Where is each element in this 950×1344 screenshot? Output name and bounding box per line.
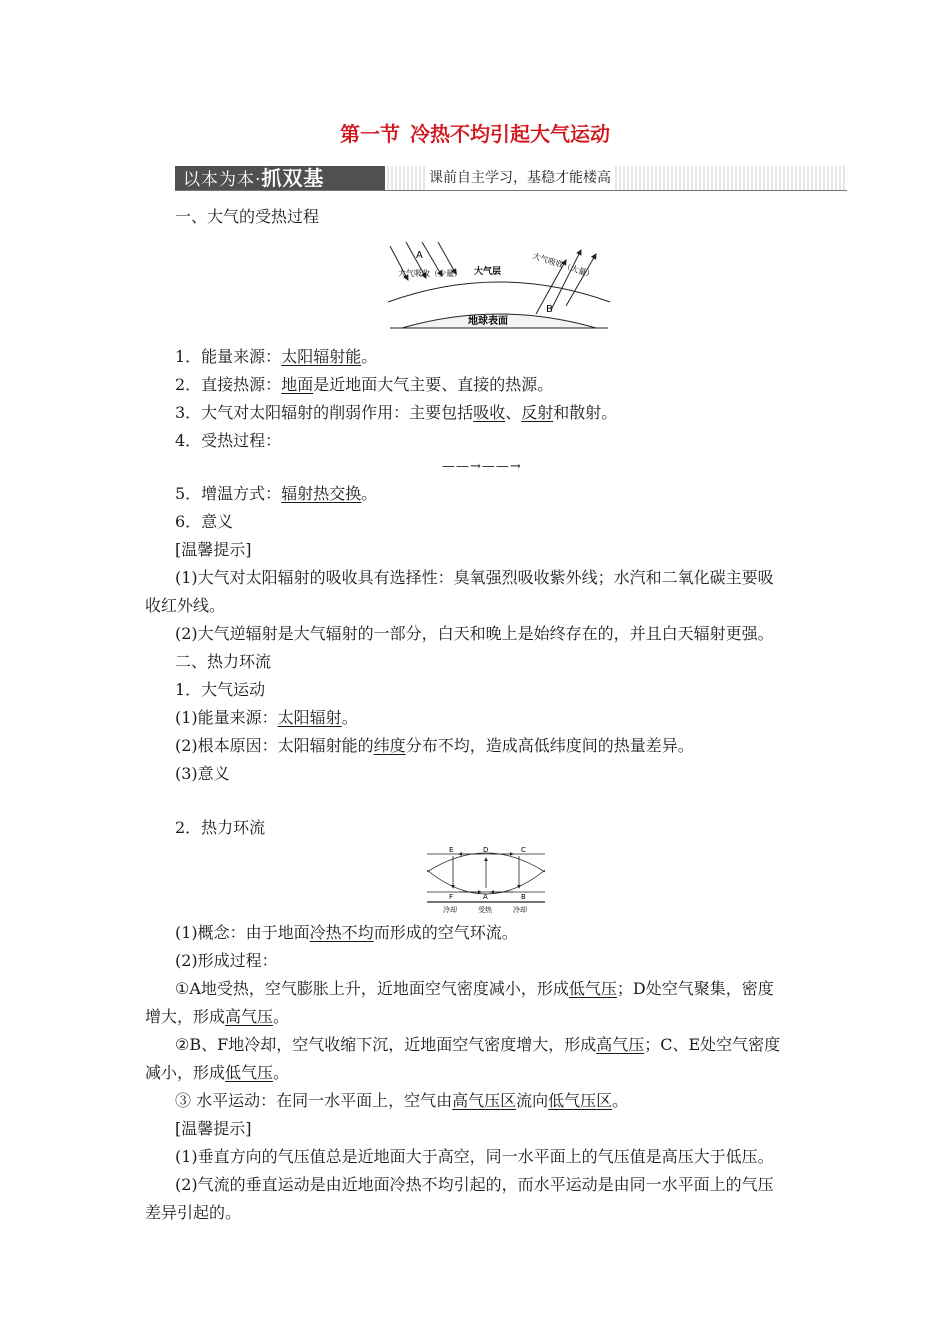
process-step-1-cont: 增大，形成高气压。 xyxy=(145,1007,290,1026)
s1-item-2: (2)根本原因：太阳辐射能的纬度分布不均，造成高低纬度间的热量差异。 xyxy=(175,736,694,755)
answer-blank: 地面 xyxy=(281,375,314,394)
subheading: 2．热力环流 xyxy=(175,818,266,837)
thermal-circulation-diagram xyxy=(423,842,549,916)
answer-blank: 纬度 xyxy=(373,736,406,755)
answer-blank: 吸收 xyxy=(473,403,506,422)
atmosphere-label: 大气层 xyxy=(474,267,502,277)
banner-bold-text: 抓双基 xyxy=(261,166,325,190)
label-e: E xyxy=(449,846,454,854)
title-section-number: 第一节 xyxy=(340,122,400,146)
label-b: B xyxy=(546,304,553,315)
answer-blank: 冷热不均 xyxy=(309,923,374,942)
tip-text: 收红外线。 xyxy=(145,596,226,615)
tip-text: (2)大气逆辐射是大气辐射的一部分，白天和晚上是始终存在的，并且白天辐射更强。 xyxy=(175,624,774,643)
cooling-label: 冷却 xyxy=(513,906,527,914)
item-3: 3．大气对太阳辐射的削弱作用：主要包括吸收、反射和散射。 xyxy=(175,403,618,422)
item-2: 2．直接热源：地面是近地面大气主要、直接的热源。 xyxy=(175,375,554,394)
cooling-label: 冷却 xyxy=(443,906,457,914)
answer-blank: 低气压 xyxy=(225,1063,274,1082)
process-step-1: ①A地受热，空气膨胀上升，近地面空气密度减小，形成低气压；D处空气聚集，密度 xyxy=(175,979,774,998)
title-text: 冷热不均引起大气运动 xyxy=(410,122,610,146)
surface-label: 地球表面 xyxy=(468,316,508,327)
heating-label: 受热 xyxy=(478,906,492,914)
banner-left-text: 以本为本· xyxy=(183,170,262,190)
answer-blank: 高气压区 xyxy=(452,1091,517,1110)
process-step-2-cont: 减小，形成低气压。 xyxy=(145,1063,290,1082)
answer-blank: 辐射热交换 xyxy=(281,484,362,503)
process-step-2: ②B、F地冷却，空气收缩下沉，近地面空气密度增大，形成高气压；C、E处空气密度 xyxy=(175,1035,781,1054)
subheading: 1．大气运动 xyxy=(175,680,266,699)
tip-heading: [温馨提示] xyxy=(175,540,252,559)
item-5: 5．增温方式：辐射热交换。 xyxy=(175,484,378,503)
label-f: F xyxy=(449,893,454,901)
answer-blank: 太阳辐射 xyxy=(277,708,342,727)
outgoing-ray xyxy=(566,254,596,306)
concept-line: (1)概念：由于地面冷热不均而形成的空气环流。 xyxy=(175,923,518,942)
page-title xyxy=(0,118,950,147)
answer-blank: 太阳辐射能 xyxy=(281,347,362,366)
tip-text: (1)垂直方向的气压值总是近地面大于高空，同一水平面上的气压值是高压大于低压。 xyxy=(175,1147,774,1166)
section-heading-2: 二、热力环流 xyxy=(175,652,272,671)
section-heading-1: 一、大气的受热过程 xyxy=(175,207,320,226)
s1-item-3: (3)意义 xyxy=(175,764,230,783)
label-a: A xyxy=(483,893,488,901)
atmosphere-arc xyxy=(388,282,610,302)
banner-label xyxy=(175,166,385,190)
absorb-large-label: 大气吸收（大量） xyxy=(531,251,596,280)
tip-heading: [温馨提示] xyxy=(175,1119,252,1138)
absorb-small-label: 大气吸收（少量） xyxy=(398,269,462,278)
heating-process-diagram xyxy=(386,240,612,332)
answer-blank: 高气压 xyxy=(596,1035,645,1054)
answer-blank: 低气压 xyxy=(568,979,617,998)
label-c: C xyxy=(521,846,526,854)
label-d: D xyxy=(483,846,489,854)
section-banner xyxy=(175,166,847,191)
s1-item-1: (1)能量来源：太阳辐射。 xyxy=(175,708,358,727)
answer-blank: 低气压区 xyxy=(548,1091,613,1110)
tip-text: (2)气流的垂直运动是由近地面冷热不均引起的，而水平运动是由同一水平面上的气压 xyxy=(175,1175,774,1194)
answer-blank: 反射 xyxy=(521,403,554,422)
tip-text: (1)大气对太阳辐射的吸收具有选择性：臭氧强烈吸收紫外线；水汽和二氧化碳主要吸 xyxy=(175,568,774,587)
item-6: 6．意义 xyxy=(175,512,234,531)
item-1: 1．能量来源：太阳辐射能。 xyxy=(175,347,378,366)
item-4: 4．受热过程： xyxy=(175,431,282,450)
banner-subtitle: 课前自主学习，基稳才能楼高 xyxy=(425,166,615,190)
process-step-3: ③ 水平运动：在同一水平面上，空气由高气压区流向低气压区。 xyxy=(175,1091,629,1110)
label-a: A xyxy=(416,250,423,261)
process-flow-arrows: ——→——→ xyxy=(442,459,522,474)
tip-text: 差异引起的。 xyxy=(145,1203,242,1222)
process-heading: (2)形成过程： xyxy=(175,951,278,970)
label-b: B xyxy=(521,893,526,901)
answer-blank: 高气压 xyxy=(225,1007,274,1026)
